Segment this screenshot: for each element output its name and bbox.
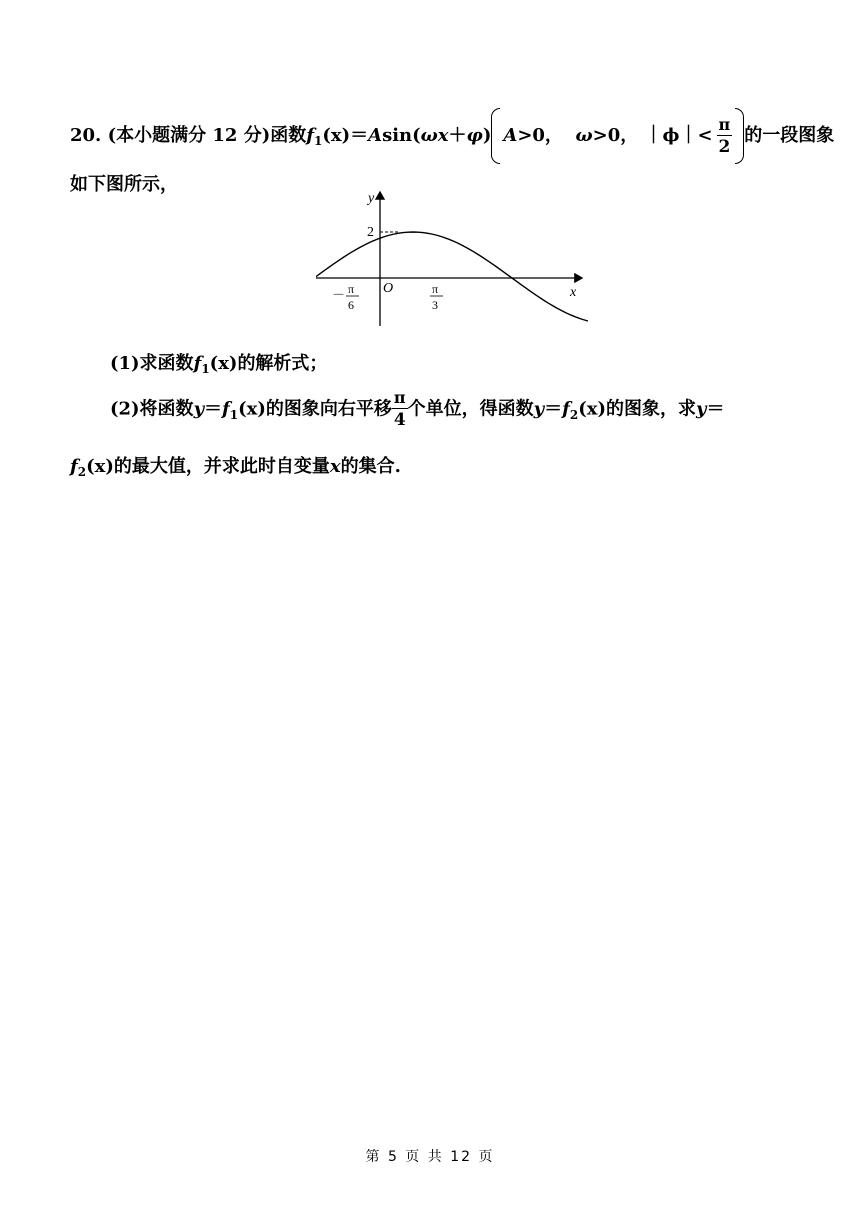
part2-eq2: ＝: [544, 398, 563, 420]
shift-fraction: [392, 390, 408, 429]
part2-f1-arg: (x): [238, 398, 266, 420]
func-name: f: [306, 125, 314, 146]
part2-f2-arg: (x): [578, 398, 606, 420]
cond-omega: ω: [575, 125, 593, 146]
left-zero-num: π: [348, 282, 355, 296]
cond-phi: ｜ϕ｜<: [644, 125, 713, 146]
part2-prefix: (2)将函数: [110, 398, 194, 420]
plus-sign: ＋: [448, 125, 467, 146]
close-paren: ): [482, 125, 492, 146]
part2-mid2: 个单位，得函数: [407, 398, 534, 420]
cond-frac-num: π: [718, 114, 731, 134]
part1-f: f: [193, 353, 202, 374]
part2-f1-sub: 1: [229, 407, 239, 422]
left-zero-den: 6: [348, 298, 354, 312]
condition-bracket: [491, 108, 744, 164]
sin-text: sin(: [382, 125, 421, 146]
question-stem-line1: [70, 108, 835, 164]
x-axis-label: x: [570, 285, 577, 300]
part2-eq: ＝: [204, 398, 223, 420]
sine-graph-figure: [316, 186, 588, 332]
shift-frac-den: 4: [393, 410, 406, 430]
stem-tail: 的一段图象: [744, 125, 835, 146]
part1-suffix: 的解析式；: [237, 353, 328, 374]
func-subscript: 1: [313, 134, 323, 148]
score-note: (本小题满分 12 分): [107, 125, 271, 146]
cond-a: A: [503, 125, 518, 146]
question-number: 20.: [70, 125, 102, 146]
part-2-line1: [110, 390, 724, 429]
cond-omega-rest: >0，: [592, 125, 639, 146]
part2-f1: f: [222, 398, 230, 420]
part-2-line2: [70, 452, 401, 478]
part2-f2-sub: 2: [569, 407, 579, 422]
part-1: [110, 349, 327, 375]
stem-lead: 函数: [270, 125, 307, 146]
omega-x: ωx: [420, 125, 449, 146]
left-zero-sign: －: [332, 287, 346, 302]
part2-f2: f: [562, 398, 570, 420]
right-zero-den: 3: [432, 298, 438, 312]
page-footer: 第 5 页 共 12 页: [365, 1149, 495, 1165]
max-value-label: 2: [367, 225, 374, 240]
part1-prefix: (1)求函数: [110, 353, 194, 374]
part2-mid3: 的图象，求: [605, 398, 696, 420]
part2-line2-f: f: [70, 456, 78, 477]
part2-mid1: 的图象向右平移: [265, 398, 392, 420]
shift-frac-num: π: [393, 388, 406, 407]
equals-sign: ＝: [350, 125, 369, 146]
part2-line2-end: 的集合.: [340, 456, 401, 477]
part2-y: y: [193, 398, 205, 420]
part2-eq3: ＝: [706, 398, 725, 420]
part2-line2-x: x: [329, 456, 341, 477]
origin-label: O: [383, 281, 394, 296]
question-stem-line2: 如下图所示，: [70, 174, 178, 195]
part1-sub: 1: [201, 362, 210, 376]
part1-arg: (x): [209, 353, 238, 374]
cond-frac-den: 2: [718, 136, 731, 157]
part2-line2-sub: 2: [77, 465, 87, 479]
part2-line2-mid: 的最大值，并求此时自变量: [113, 456, 330, 477]
phi-symbol: φ: [466, 125, 483, 146]
part2-y2: y: [533, 398, 545, 420]
func-arg: (x): [322, 125, 351, 146]
y-axis-label: y: [368, 191, 375, 206]
part2-y3: y: [695, 398, 707, 420]
right-zero-num: π: [432, 282, 439, 296]
cond-fraction: [717, 114, 733, 157]
part2-line2-arg: (x): [86, 456, 114, 477]
cond-a-rest: >0，: [517, 125, 563, 146]
amplitude-symbol: A: [368, 125, 383, 146]
